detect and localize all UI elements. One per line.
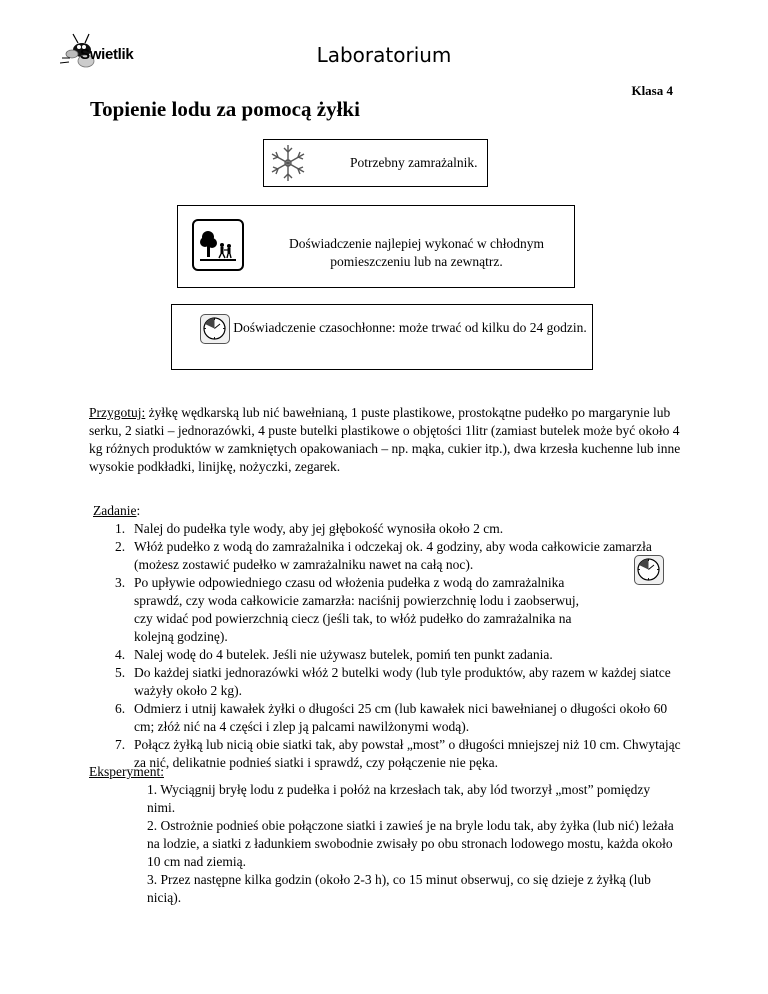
list-item: 3. Przez następne kilka godzin (około 2-3 h), co 15 minut obserwuj, co się dzieje z żyłką (lub nicią). [147, 872, 651, 905]
list-item: 1. Nalej do pudełka tyle wody, aby jej głębokość wynosiła około 2 cm. [115, 521, 504, 536]
tree-people-icon [192, 219, 244, 271]
task-item-1: Nalej do pudełka tyle wody, aby jej głębokość wynosiła około 2 cm. [134, 521, 504, 536]
prepare-paragraph [89, 404, 689, 476]
task-colon: : [136, 503, 141, 518]
class-label: Klasa 4 [631, 83, 673, 98]
list-item: 1. Wyciągnij bryłę lodu z pudełka i połóż na krzesłach tak, aby lód tworzył „most” pomiędzy nimi. [147, 782, 651, 815]
list-item: 5. Do każdej siatki jednorazówki włóż 2 butelki wody (lub tyle produktów, aby razem w każdej siatce ważyły około 2 kg). [115, 665, 671, 698]
time-info-box [171, 304, 593, 370]
header-title: Laboratorium [316, 43, 452, 67]
list-item: 2. Ostrożnie podnieś obie połączone siatki i zawieś je na bryle lodu tak, aby żyłka (lub nić) leżała na lodzie, a siatki z ładunkiem swobodnie zwisały po obu stronach lodowego mostu, każda około 10 cm nad ziemią. [147, 818, 674, 869]
outdoor-info-text: Doświadczenie najlepiej wykonać w chłodnym pomieszczeniu lub na zewnątrz. [289, 236, 544, 269]
experiment-label: Eksperyment: [89, 764, 164, 779]
list-item: 6. Odmierz i utnij kawałek żyłki o długości 25 cm (lub kawałek nici bawełnianej o długości około 60 cm; złóż nić na 4 części i zlep ją palcami nawilżonymi wodą). [115, 701, 668, 734]
task-item-5: Do każdej siatki jednorazówki włóż 2 butelki wody (lub tyle produktów, aby razem w każdej siatce ważyły około 2 kg). [134, 665, 671, 698]
outdoor-info-box [177, 205, 575, 288]
task-label: Zadanie [93, 503, 137, 518]
task-heading [89, 502, 689, 520]
task-item-4: Nalej wodę do 4 butelek. Jeśli nie używasz butelek, pomiń ten punkt zadania. [134, 647, 553, 662]
task-item-7: Połącz żyłką lub nicią obie siatki tak, aby powstał „most” o długości mniejszej niż 10 cm. Chwytając za nić, delikatnie podnieś siatki i sprawdź, czy połączenie nie pęka. [134, 737, 681, 770]
freezer-info-text: Potrzebny zamrażalnik. [350, 155, 478, 170]
list-item: 3. Po upływie odpowiedniego czasu od włożenia pudełka z wodą do zamrażalnika sprawdź, czy woda całkowicie zamarzła: naciśnij powierzchnię lodu i zaobserwuj, czy widać pod powierzchnią ciecz (jeśli tak, to włóż pudełko do zamrażalnika na kolejną godzinę). [115, 575, 579, 644]
freezer-info-box [263, 139, 488, 187]
list-item: 4. Nalej wodę do 4 butelek. Jeśli nie używasz butelek, pomiń ten punkt zadania. [115, 647, 553, 662]
clock-icon [200, 314, 230, 344]
task-item-6: Odmierz i utnij kawałek żyłki o długości 25 cm (lub kawałek nici bawełnianej o długości około 60 cm; złóż nić na 4 części i zlep ją palcami nawilżonymi wodą). [134, 701, 668, 734]
clock-icon [634, 555, 664, 585]
logo-text: Swietlik [80, 46, 134, 63]
snowflake-icon [266, 142, 310, 184]
prepare-label: Przygotuj: [89, 405, 146, 420]
experiment-section [147, 781, 677, 907]
task-item-2: Włóż pudełko z wodą do zamrażalnika i odczekaj ok. 4 godziny, aby woda całkowicie zamarzła (możesz zostawić pudełko w zamrażalniku nawet na całą noc). [134, 539, 652, 572]
list-item: 7. Połącz żyłką lub nicią obie siatki tak, aby powstał „most” o długości mniejszej niż 10 cm. Chwytając za nić, delikatnie podnieś siatki i sprawdź, czy połączenie nie pęka. [115, 737, 681, 770]
list-item: 2. Włóż pudełko z wodą do zamrażalnika i odczekaj ok. 4 godziny, aby woda całkowicie zamarzła (możesz zostawić pudełko w zamrażalniku nawet na całą noc). [115, 539, 652, 572]
time-info-text: Doświadczenie czasochłonne: może trwać od kilku do 24 godzin. [233, 320, 587, 335]
page-title: Topienie lodu za pomocą żyłki [90, 97, 360, 121]
experiment-heading [89, 763, 689, 781]
task-section [89, 502, 689, 772]
prepare-text: żyłkę wędkarską lub nić bawełnianą, 1 puste plastikowe, prostokątne pudełko po margarynie lub serku, 2 siatki – jednorazówki, 4 puste butelki plastikowe o objętości 1litr (zamiast butelek może być około 4 kg różnych produktów w zamkniętych opakowaniach – np. mąka, cukier itp.), dwa krzesła kuchenne lub inne wysokie podkładki, linijkę, nożyczki, zegarek. [89, 405, 681, 474]
task-item-3: Po upływie odpowiedniego czasu od włożenia pudełka z wodą do zamrażalnika sprawdź, czy woda całkowicie zamarzła: naciśnij powierzchnię lodu i zaobserwuj, czy widać pod powierzchnią ciecz (jeśli tak, to włóż pudełko do zamrażalnika na kolejną godzinę). [134, 575, 579, 644]
